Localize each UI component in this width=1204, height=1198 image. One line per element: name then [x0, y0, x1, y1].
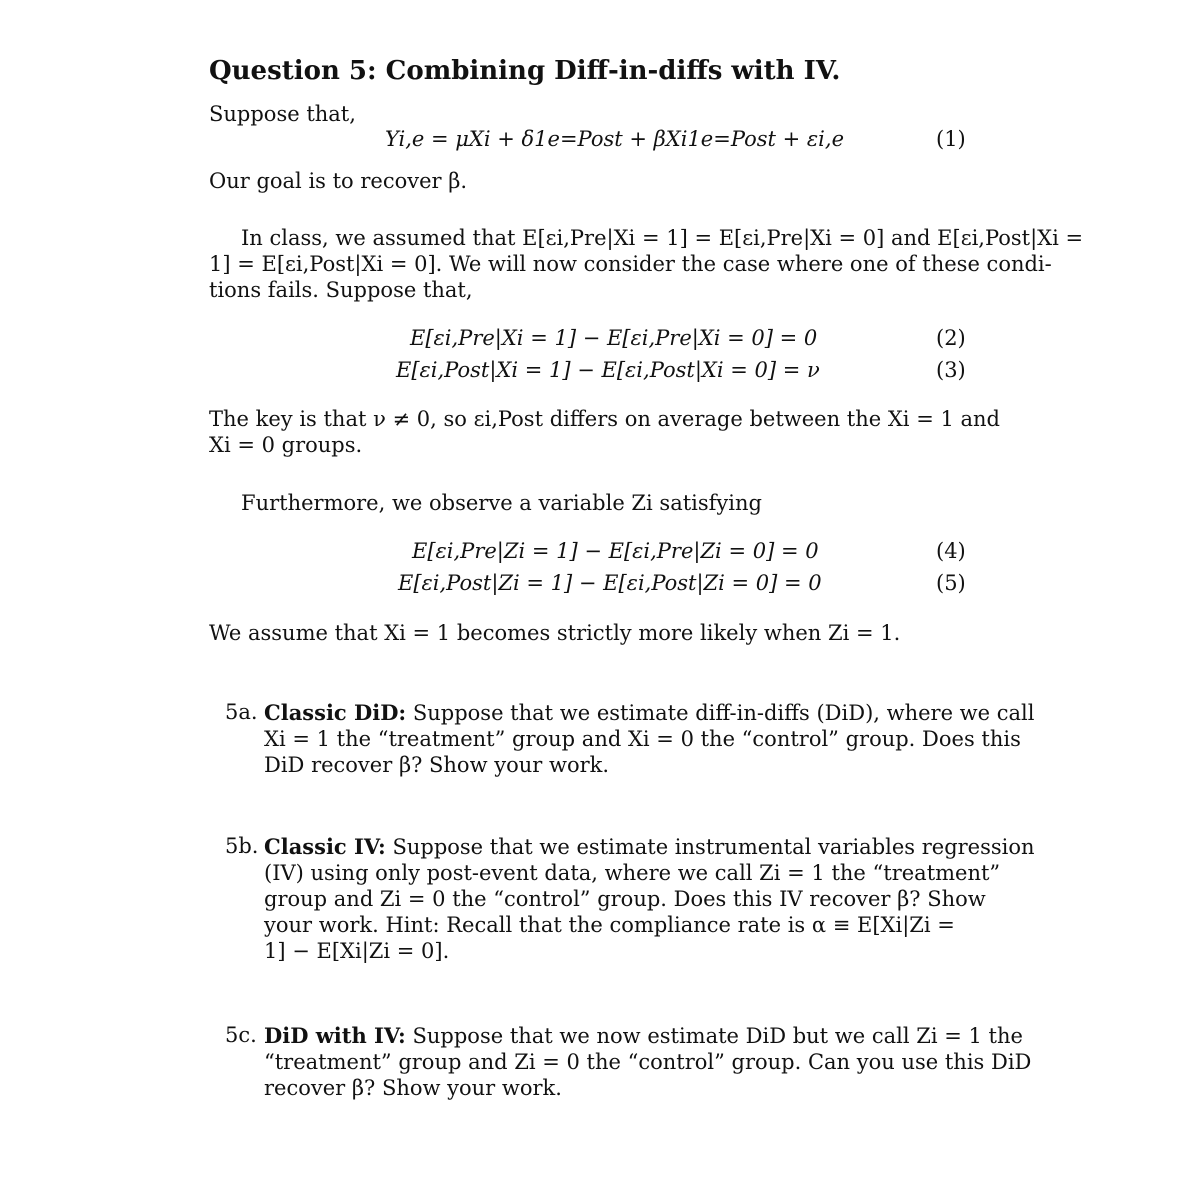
equation-1-number: (1): [936, 127, 966, 151]
question-5a-line-2: Xi = 1 the “treatment” group and Xi = 0 the “control” group. Does this: [264, 727, 1021, 751]
paragraph-1-line-3: tions fails. Suppose that,: [209, 278, 473, 302]
paragraph-1-line-1: In class, we assumed that E[εi,Pre|Xi = 1] = E[εi,Pre|Xi = 0] and E[εi,Post|Xi =: [241, 226, 1084, 250]
equation-2-number: (2): [936, 326, 966, 350]
question-5b-line-3: group and Zi = 0 the “control” group. Does this IV recover β? Show: [264, 887, 986, 911]
equation-3: E[εi,Post|Xi = 1] − E[εi,Post|Xi = 0] = ν: [396, 358, 820, 382]
question-5c-heading: DiD with IV:: [264, 1023, 406, 1048]
equation-4-number: (4): [936, 539, 966, 563]
equation-1: Yi,e = μXi + δ1e=Post + βXi1e=Post + εi,e: [385, 127, 844, 151]
question-5b-line-1: [264, 834, 1035, 860]
question-5c-line-1: [264, 1023, 1023, 1049]
question-5b-label: 5b.: [225, 834, 259, 858]
question-5a-label: 5a.: [225, 700, 258, 724]
question-5b-heading: Classic IV:: [264, 834, 386, 859]
question-5c-label: 5c.: [225, 1023, 257, 1047]
question-5b-line-4: your work. Hint: Recall that the compliance rate is α ≡ E[Xi|Zi =: [264, 913, 955, 937]
question-5c-line-2: “treatment” group and Zi = 0 the “control” group. Can you use this DiD: [264, 1050, 1032, 1074]
intro-text: Suppose that,: [209, 102, 356, 126]
equation-5-number: (5): [936, 571, 966, 595]
question-5c-text-1: Suppose that we now estimate DiD but we call Zi = 1 the: [412, 1024, 1023, 1048]
question-5b-text-1: Suppose that we estimate instrumental variables regression: [392, 835, 1035, 859]
question-5a-heading: Classic DiD:: [264, 700, 407, 725]
question-5b-line-2: (IV) using only post-event data, where we call Zi = 1 the “treatment”: [264, 861, 1001, 885]
equation-4: E[εi,Pre|Zi = 1] − E[εi,Pre|Zi = 0] = 0: [412, 539, 819, 563]
equation-3-number: (3): [936, 358, 966, 382]
question-title: Question 5: Combining Diff-in-diffs with IV.: [209, 56, 841, 86]
question-5b-line-5: 1] − E[Xi|Zi = 0].: [264, 939, 450, 963]
question-5c-line-3: recover β? Show your work.: [264, 1076, 562, 1100]
paragraph-2-line-2: Xi = 0 groups.: [209, 433, 363, 457]
equation-5: E[εi,Post|Zi = 1] − E[εi,Post|Zi = 0] = 0: [398, 571, 822, 595]
question-5a-text-1: Suppose that we estimate diff-in-diffs (DiD), where we call: [412, 701, 1035, 725]
question-5a-line-3: DiD recover β? Show your work.: [264, 753, 610, 777]
paragraph-3: Furthermore, we observe a variable Zi satisfying: [241, 491, 762, 515]
question-5a-line-1: [264, 700, 1034, 726]
paragraph-2-line-1: The key is that ν ≠ 0, so εi,Post differs on average between the Xi = 1 and: [209, 407, 1000, 431]
goal-text: Our goal is to recover β.: [209, 169, 468, 193]
equation-2: E[εi,Pre|Xi = 1] − E[εi,Pre|Xi = 0] = 0: [410, 326, 818, 350]
paragraph-1-line-2: 1] = E[εi,Post|Xi = 0]. We will now consider the case where one of these condi-: [209, 252, 1052, 276]
paragraph-4: We assume that Xi = 1 becomes strictly more likely when Zi = 1.: [209, 621, 901, 645]
